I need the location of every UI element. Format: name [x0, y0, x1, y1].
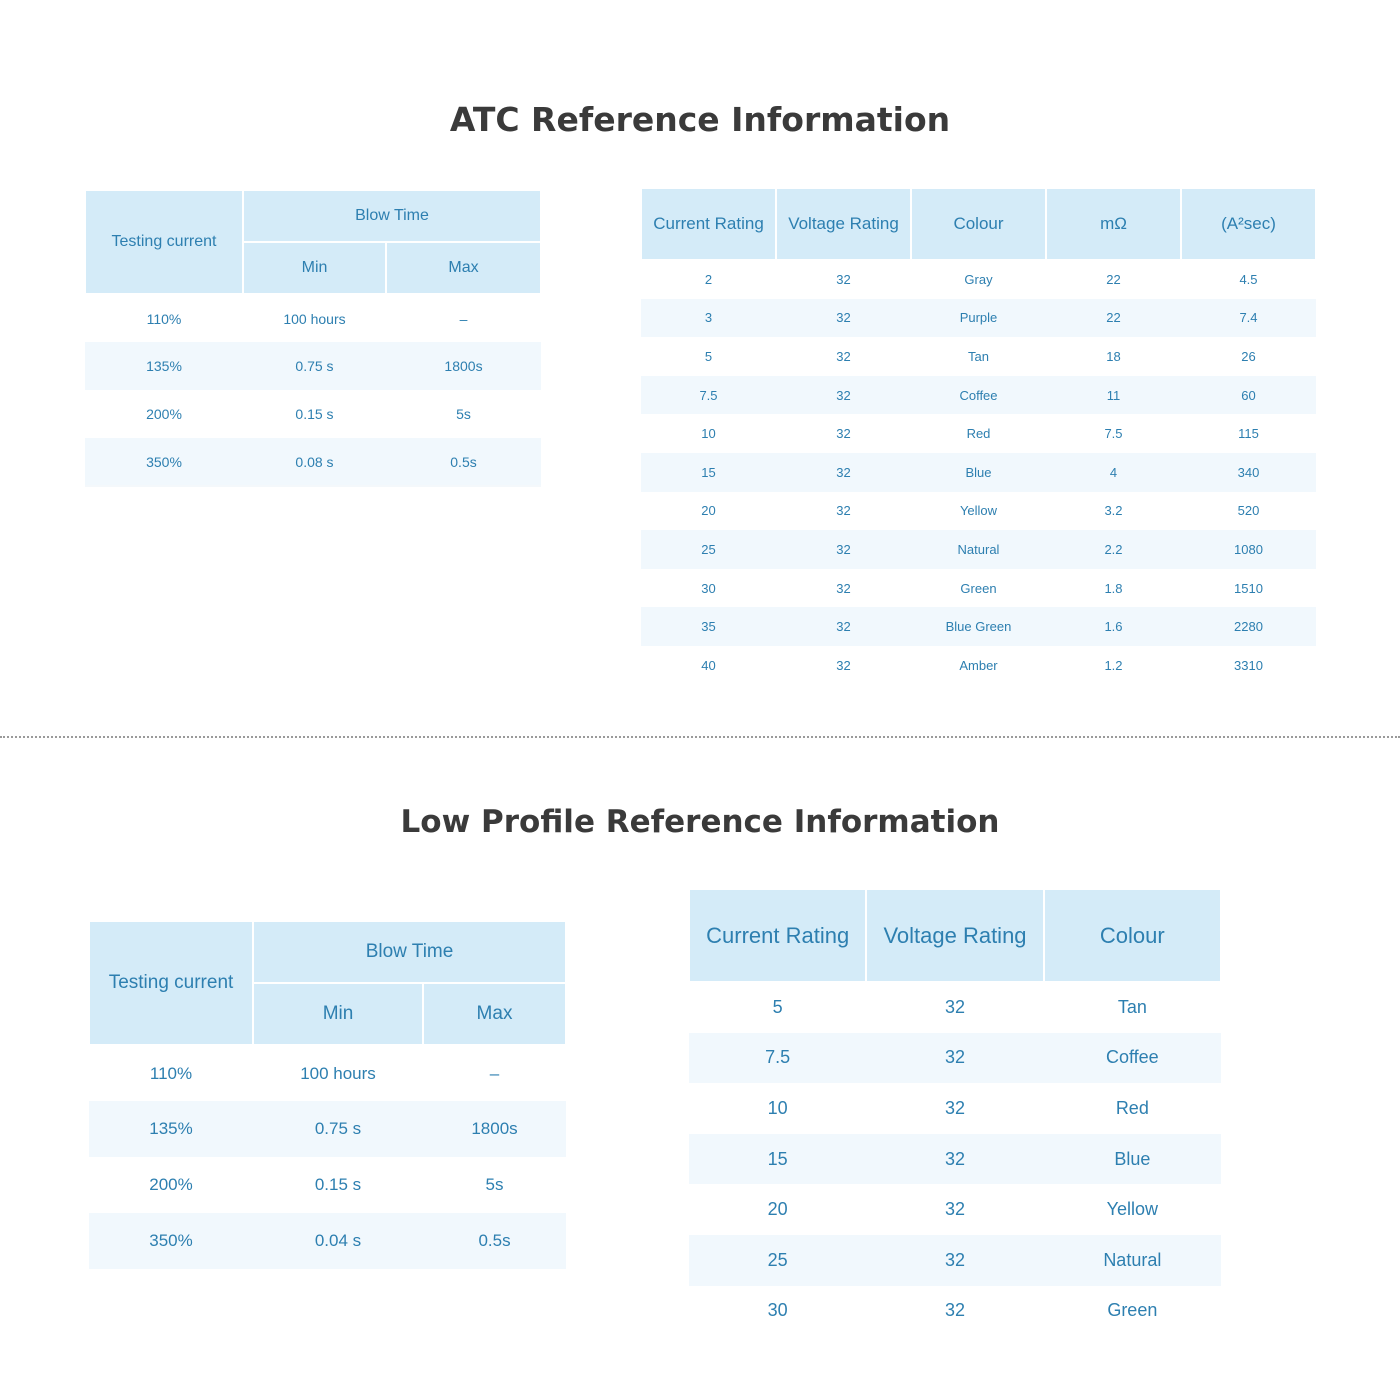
table-cell: 32 — [866, 1134, 1043, 1185]
table-cell: 0.75 s — [243, 342, 386, 390]
table-cell: Tan — [1117, 997, 1147, 1018]
table-cell: 32 — [944, 997, 965, 1018]
table-cell: 32 — [944, 1199, 965, 1220]
column-header: Voltage Rating — [866, 889, 1043, 982]
table-cell: Blue — [911, 453, 1046, 492]
table-cell: 22 — [1046, 299, 1181, 338]
column-header: Colour — [911, 188, 1046, 260]
table-row — [85, 294, 541, 342]
table-cell: 32 — [776, 530, 911, 569]
table-cell: 1510 — [1234, 580, 1263, 596]
table-cell: 0.15 s — [295, 406, 334, 422]
table-row — [641, 530, 1316, 569]
table-cell: 4.5 — [1239, 272, 1258, 288]
max-header: Max — [386, 242, 541, 294]
table-cell: 3 — [641, 299, 776, 338]
max-header: Max — [423, 983, 566, 1045]
table-cell: 10 — [701, 426, 716, 442]
table-row — [689, 1235, 1221, 1286]
table-cell: Gray — [964, 272, 993, 288]
table-cell: – — [459, 310, 468, 327]
atc-rating-table — [640, 187, 1317, 685]
table-row — [641, 646, 1316, 685]
table-cell: 5 — [772, 997, 783, 1018]
table-cell: 340 — [1181, 453, 1316, 492]
min-header: Min — [253, 983, 423, 1045]
table-cell: 18 — [1106, 348, 1121, 364]
table-cell: 135% — [89, 1101, 253, 1157]
table-row — [689, 1134, 1221, 1185]
table-cell: 3.2 — [1104, 503, 1123, 519]
blow-time-header: Blow Time — [243, 190, 541, 242]
table-cell: 4 — [1046, 453, 1181, 492]
column-header: (A²sec) — [1181, 188, 1316, 260]
table-cell: 0.5s — [423, 1213, 566, 1269]
table-cell: 11 — [1046, 376, 1181, 415]
table-cell: 135% — [85, 342, 243, 390]
table-cell: 32 — [776, 607, 911, 646]
table-cell: 32 — [776, 376, 911, 415]
table-cell: 32 — [836, 503, 851, 519]
table-row — [689, 1184, 1221, 1235]
table-cell: – — [489, 1063, 500, 1083]
table-cell: Yellow — [959, 503, 998, 519]
low-profile-testing-table — [88, 920, 567, 1269]
table-cell: 5 — [704, 348, 713, 364]
table-cell: Natural — [911, 530, 1046, 569]
table-cell: 32 — [944, 1300, 965, 1321]
table-cell: 110% — [146, 310, 182, 327]
table-row — [641, 569, 1316, 608]
table-cell: 32 — [836, 348, 851, 364]
table-cell: Red — [966, 426, 991, 442]
table-cell: 2.2 — [1046, 530, 1181, 569]
low-profile-section-title: Low Profile Reference Information — [400, 804, 1000, 840]
table-cell: 7.4 — [1181, 299, 1316, 338]
table-cell: 1080 — [1181, 530, 1316, 569]
table-row — [641, 337, 1316, 376]
column-header: mΩ — [1046, 188, 1181, 260]
table-cell: 1.8 — [1104, 580, 1123, 596]
table-row — [89, 1101, 566, 1157]
table-cell: 30 — [701, 580, 716, 596]
table-cell: Green — [960, 580, 997, 596]
testing-current-header: Testing current — [85, 190, 243, 294]
table-cell: 5s — [485, 1175, 504, 1194]
table-row — [641, 299, 1316, 338]
table-cell: 20 — [767, 1199, 788, 1220]
table-cell: 1800s — [423, 1101, 566, 1157]
column-header: Colour — [1044, 889, 1221, 982]
table-cell: 22 — [1106, 272, 1121, 288]
table-cell: 32 — [944, 1097, 965, 1118]
table-cell: 200% — [149, 1175, 193, 1194]
table-cell: 40 — [701, 657, 716, 673]
table-cell: Green — [1107, 1300, 1158, 1321]
table-cell: 1.6 — [1046, 607, 1181, 646]
table-row — [641, 453, 1316, 492]
table-row — [641, 376, 1316, 415]
table-cell: 32 — [776, 453, 911, 492]
table-cell: 100 hours — [300, 1063, 376, 1083]
table-row — [89, 1213, 566, 1269]
table-cell: 25 — [689, 1235, 866, 1286]
table-cell: 0.08 s — [243, 438, 386, 486]
table-cell: 110% — [149, 1063, 193, 1083]
table-row — [85, 438, 541, 486]
atc-testing-table — [84, 189, 542, 487]
column-header: Current Rating — [689, 889, 866, 982]
table-cell: Blue — [1044, 1134, 1221, 1185]
atc-section-title: ATC Reference Information — [449, 100, 951, 139]
table-cell: 0.75 s — [253, 1101, 423, 1157]
table-cell: 1.2 — [1104, 657, 1123, 673]
testing-current-header: Testing current — [89, 921, 253, 1045]
table-cell: 7.5 — [1104, 426, 1123, 442]
table-row — [85, 342, 541, 390]
table-cell: 15 — [689, 1134, 866, 1185]
table-cell: Blue Green — [911, 607, 1046, 646]
table-row — [641, 260, 1316, 299]
table-cell: Natural — [1044, 1235, 1221, 1286]
table-cell: 32 — [836, 426, 851, 442]
table-row — [85, 390, 541, 438]
column-header: Current Rating — [641, 188, 776, 260]
table-cell: 0.15 s — [314, 1175, 362, 1194]
table-cell: 0.04 s — [253, 1213, 423, 1269]
table-row — [89, 1045, 566, 1101]
table-row — [689, 982, 1221, 1033]
table-row — [689, 1083, 1221, 1134]
table-cell: Amber — [959, 657, 998, 673]
table-cell: 350% — [85, 438, 243, 486]
low-profile-rating-table — [688, 888, 1222, 1336]
table-cell: 7.5 — [689, 1033, 866, 1084]
table-cell: 30 — [767, 1300, 788, 1321]
table-row — [641, 414, 1316, 453]
table-cell: 10 — [767, 1097, 788, 1118]
table-cell: Red — [1115, 1097, 1149, 1118]
table-row — [641, 492, 1316, 531]
table-cell: 3310 — [1234, 657, 1263, 673]
table-cell: Tan — [968, 348, 989, 364]
column-header: Voltage Rating — [776, 188, 911, 260]
table-cell: Yellow — [1106, 1199, 1159, 1220]
table-cell: 15 — [641, 453, 776, 492]
table-row — [89, 1157, 566, 1213]
table-cell: Purple — [911, 299, 1046, 338]
table-cell: 2 — [704, 272, 713, 288]
table-cell: 26 — [1241, 348, 1256, 364]
table-cell: 1800s — [386, 342, 541, 390]
table-cell: 100 hours — [283, 310, 346, 327]
section-divider — [0, 736, 1400, 738]
table-row — [641, 607, 1316, 646]
table-cell: 32 — [866, 1235, 1043, 1286]
table-cell: 35 — [641, 607, 776, 646]
table-cell: 7.5 — [641, 376, 776, 415]
table-row — [689, 1286, 1221, 1337]
table-cell: 32 — [836, 580, 851, 596]
table-cell: 32 — [836, 272, 851, 288]
table-cell: Coffee — [911, 376, 1046, 415]
table-row — [689, 1033, 1221, 1084]
blow-time-header: Blow Time — [253, 921, 566, 983]
table-cell: 20 — [701, 503, 716, 519]
table-cell: 2280 — [1181, 607, 1316, 646]
table-cell: 350% — [89, 1213, 253, 1269]
table-cell: 520 — [1237, 503, 1260, 519]
table-cell: 0.5s — [386, 438, 541, 486]
table-cell: 60 — [1181, 376, 1316, 415]
table-cell: 5s — [456, 406, 471, 422]
table-cell: Coffee — [1044, 1033, 1221, 1084]
table-cell: 25 — [641, 530, 776, 569]
table-cell: 32 — [866, 1033, 1043, 1084]
table-cell: 115 — [1238, 426, 1259, 442]
table-cell: 32 — [776, 299, 911, 338]
table-cell: 200% — [146, 406, 182, 422]
table-cell: 32 — [836, 657, 851, 673]
min-header: Min — [243, 242, 386, 294]
